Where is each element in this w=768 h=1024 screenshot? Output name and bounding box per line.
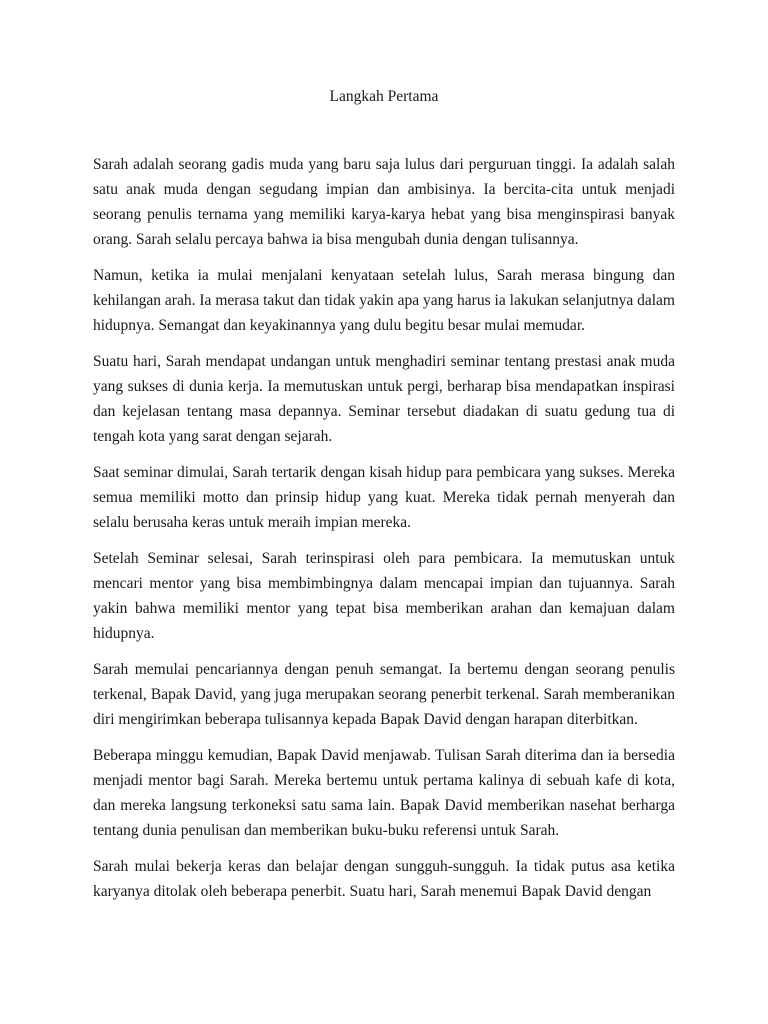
- paragraph-5: Setelah Seminar selesai, Sarah terinspirasi oleh para pembicara. Ia memutuskan untuk mencari mentor yang bisa membimbingnya dalam mencapai impian dan tujuannya. Sarah yakin bahwa memiliki mentor yang tepat bisa memberikan arahan dan kemajuan dalam hidupnya.: [93, 550, 675, 642]
- paragraph-7: Beberapa minggu kemudian, Bapak David menjawab. Tulisan Sarah diterima dan ia bersedia menjadi mentor bagi Sarah. Mereka bertemu untuk pertama kalinya di sebuah kafe di kota, dan mereka langsung terkoneksi satu sama lain. Bapak David memberikan nasehat berharga tentang dunia penulisan dan memberikan buku-buku referensi untuk Sarah.: [93, 747, 675, 839]
- document-body: [93, 152, 675, 915]
- paragraph-2: Namun, ketika ia mulai menjalani kenyataan setelah lulus, Sarah merasa bingung dan kehilangan arah. Ia merasa takut dan tidak yakin apa yang harus ia lakukan selanjutnya dalam hidupnya. Semangat dan keyakinannya yang dulu begitu besar mulai memudar.: [93, 267, 675, 334]
- paragraph-1: Sarah adalah seorang gadis muda yang baru saja lulus dari perguruan tinggi. Ia adalah salah satu anak muda dengan segudang impian dan ambisinya. Ia bercita-cita untuk menjadi seorang penulis ternama yang memiliki karya-karya hebat yang bisa menginspirasi banyak orang. Sarah selalu percaya bahwa ia bisa mengubah dunia dengan tulisannya.: [93, 156, 675, 248]
- paragraph-6: Sarah memulai pencariannya dengan penuh semangat. Ia bertemu dengan seorang penulis terkenal, Bapak David, yang juga merupakan seorang penerbit terkenal. Sarah memberanikan diri mengirimkan beberapa tulisannya kepada Bapak David dengan harapan diterbitkan.: [93, 661, 675, 728]
- paragraph-3: Suatu hari, Sarah mendapat undangan untuk menghadiri seminar tentang prestasi anak muda yang sukses di dunia kerja. Ia memutuskan untuk pergi, berharap bisa mendapatkan inspirasi dan kejelasan tentang masa depannya. Seminar tersebut diadakan di suatu gedung tua di tengah kota yang sarat dengan sejarah.: [93, 353, 675, 445]
- document-title: Langkah Pertama: [329, 88, 439, 105]
- paragraph-4: Saat seminar dimulai, Sarah tertarik dengan kisah hidup para pembicara yang sukses. Mereka semua memiliki motto dan prinsip hidup yang kuat. Mereka tidak pernah menyerah dan selalu berusaha keras untuk meraih impian mereka.: [93, 464, 675, 531]
- paragraph-8: Sarah mulai bekerja keras dan belajar dengan sungguh-sungguh. Ia tidak putus asa ketika karyanya ditolak oleh beberapa penerbit. Suatu hari, Sarah menemui Bapak David dengan: [93, 858, 675, 900]
